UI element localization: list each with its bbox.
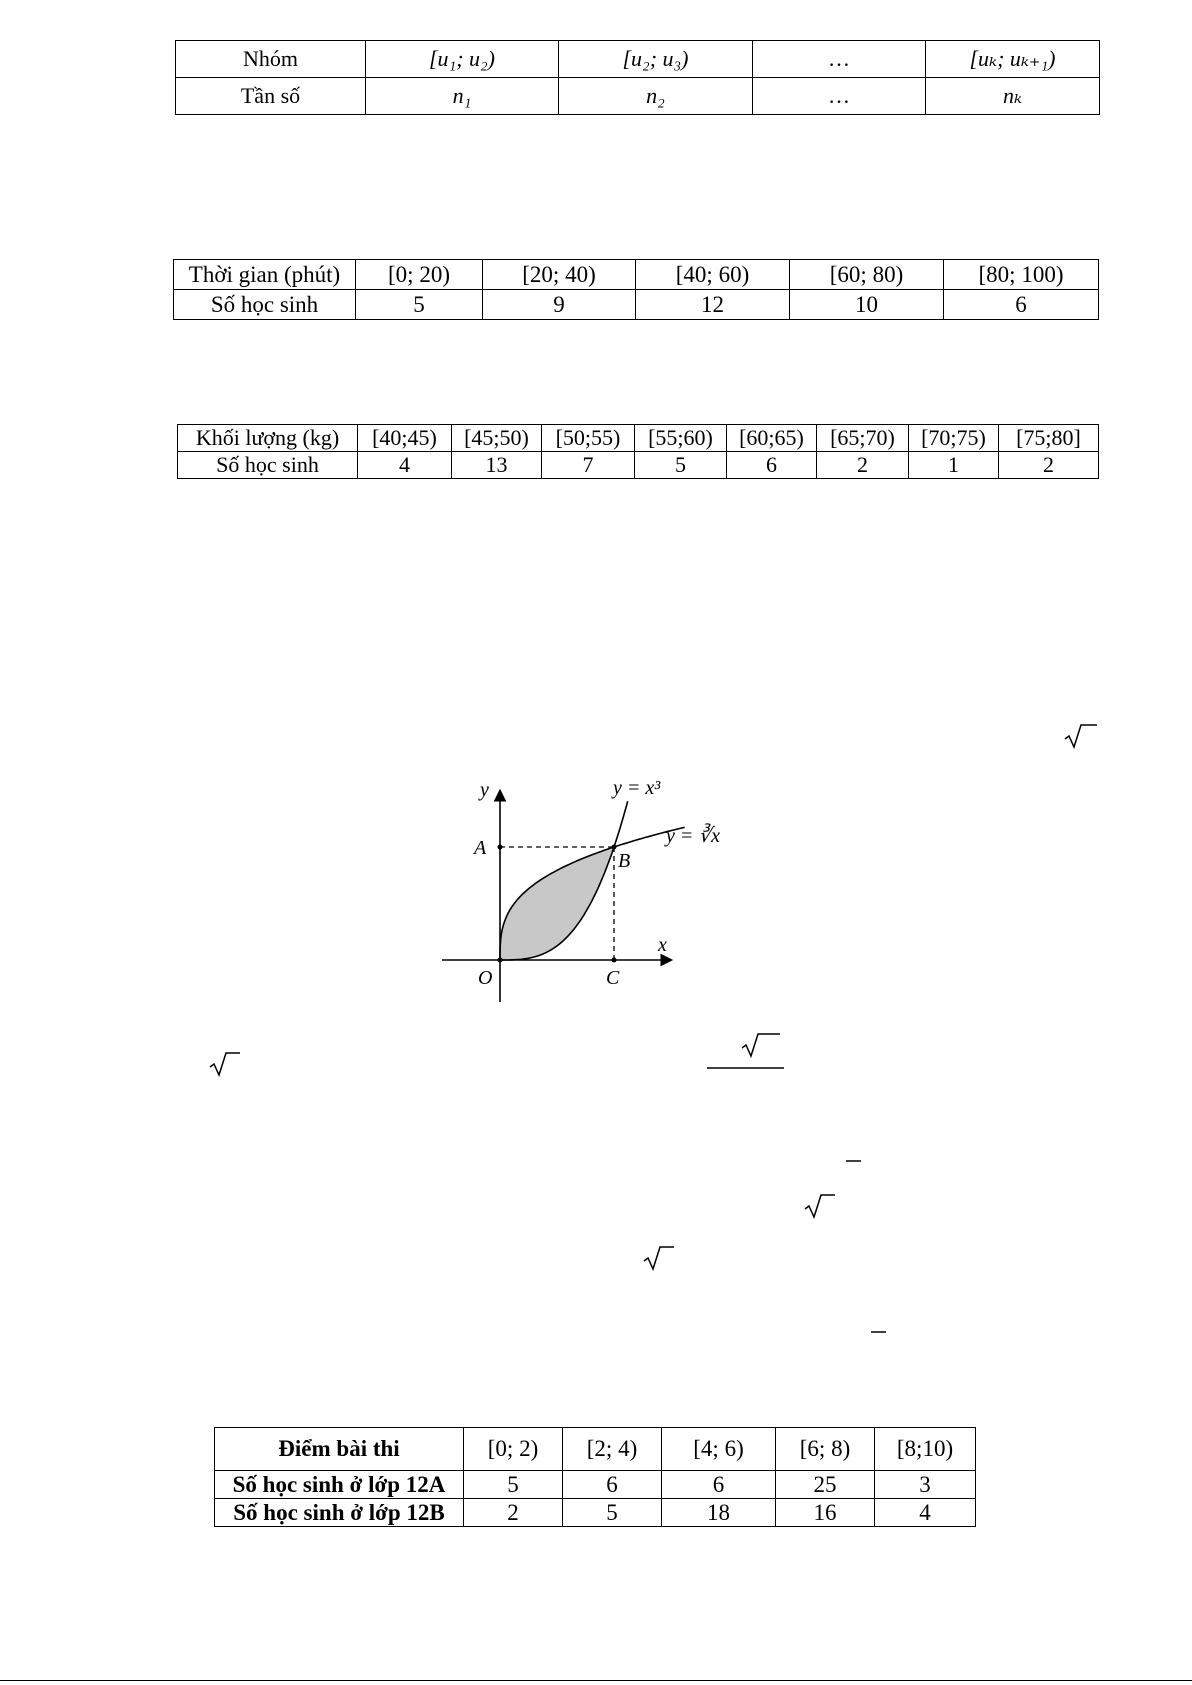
value-cell: 25: [776, 1471, 875, 1499]
label-y: y: [480, 779, 489, 801]
header-cell: Thời gian (phút): [174, 260, 356, 290]
table-row: [178, 452, 1099, 479]
row-label-cell: Số học sinh: [174, 290, 356, 320]
header-cell: Nhóm: [176, 41, 366, 78]
value-cell: 13: [452, 452, 542, 479]
table-row: [215, 1428, 976, 1471]
group-cell: [0; 20): [356, 260, 483, 290]
value-cell: 2: [464, 1499, 563, 1527]
overline-fragment: [871, 1330, 887, 1334]
header-cell: Điểm bài thi: [215, 1428, 464, 1471]
group-cell: [75;80]: [999, 425, 1099, 452]
value-cell: 9: [483, 290, 636, 320]
curves-area-figure: [430, 770, 750, 1010]
group-cell: [40; 60): [636, 260, 790, 290]
radical-fragment: [1064, 722, 1098, 750]
table-row: [176, 41, 1100, 78]
value-cell: 1: [909, 452, 999, 479]
point-C: [612, 958, 617, 963]
value-cell: 5: [356, 290, 483, 320]
group-cell: [6; 8): [776, 1428, 875, 1471]
value-cell: 3: [875, 1471, 976, 1499]
table-row: [215, 1471, 976, 1499]
table-row: [215, 1499, 976, 1527]
header-cell: Khối lượng (kg): [178, 425, 358, 452]
value-cell: 18: [662, 1499, 776, 1527]
value-cell: 16: [776, 1499, 875, 1527]
value-cell: 2: [817, 452, 909, 479]
shaded-region: [500, 847, 614, 960]
radical-fragment: [209, 1050, 241, 1078]
group-cell: [2; 4): [563, 1428, 662, 1471]
freq-cell: nₖ: [926, 78, 1100, 115]
page-bottom-rule: [0, 1680, 1192, 1681]
value-cell: 4: [875, 1499, 976, 1527]
grouped-frequency-table: [175, 40, 1100, 115]
table-row: [174, 260, 1099, 290]
value-cell: 5: [635, 452, 727, 479]
value-cell: 7: [542, 452, 635, 479]
radical-fragment: [643, 1244, 675, 1272]
value-cell: 10: [790, 290, 944, 320]
label-O: O: [478, 967, 493, 989]
group-cell: …: [753, 41, 926, 78]
table-row: [174, 290, 1099, 320]
row-label-cell: Số học sinh ở lớp 12B: [215, 1499, 464, 1527]
value-cell: 6: [944, 290, 1099, 320]
group-cell: [u₁; u₂): [366, 41, 559, 78]
curve-cubic-label: y = x³: [613, 777, 661, 799]
group-cell: [60; 80): [790, 260, 944, 290]
value-cell: 12: [636, 290, 790, 320]
row-label-cell: Số học sinh ở lớp 12A: [215, 1471, 464, 1499]
freq-label-cell: Tần số: [176, 78, 366, 115]
value-cell: 4: [358, 452, 452, 479]
freq-cell: …: [753, 78, 926, 115]
label-C: C: [606, 967, 620, 989]
curve-cube-root-label: y = ∛x: [666, 825, 720, 847]
value-cell: 6: [727, 452, 817, 479]
label-x: x: [658, 934, 667, 956]
time-frequency-table: [173, 259, 1099, 320]
table-row: [178, 425, 1099, 452]
table-row: [176, 78, 1100, 115]
freq-cell: n₁: [366, 78, 559, 115]
row-label-cell: Số học sinh: [178, 452, 358, 479]
fraction-radical-fragment: [706, 1034, 786, 1070]
group-cell: [40;45): [358, 425, 452, 452]
group-cell: [45;50): [452, 425, 542, 452]
value-cell: 5: [563, 1499, 662, 1527]
value-cell: 6: [563, 1471, 662, 1499]
group-cell: [uₖ; uₖ₊₁): [926, 41, 1100, 78]
group-cell: [80; 100): [944, 260, 1099, 290]
weight-frequency-table: [177, 424, 1099, 479]
group-cell: [60;65): [727, 425, 817, 452]
group-cell: [50;55): [542, 425, 635, 452]
group-cell: [0; 2): [464, 1428, 563, 1471]
group-cell: [4; 6): [662, 1428, 776, 1471]
value-cell: 2: [999, 452, 1099, 479]
point-O: [498, 958, 503, 963]
value-cell: 5: [464, 1471, 563, 1499]
group-cell: [u₂; u₃): [559, 41, 753, 78]
group-cell: [55;60): [635, 425, 727, 452]
value-cell: 6: [662, 1471, 776, 1499]
group-cell: [70;75): [909, 425, 999, 452]
overline-fragment: [846, 1159, 862, 1163]
group-cell: [65;70): [817, 425, 909, 452]
label-A: A: [474, 837, 487, 859]
group-cell: [8;10): [875, 1428, 976, 1471]
label-B: B: [618, 850, 631, 872]
point-B: [612, 845, 617, 850]
scores-table: [214, 1427, 976, 1527]
point-A: [498, 845, 503, 850]
freq-cell: n₂: [559, 78, 753, 115]
group-cell: [20; 40): [483, 260, 636, 290]
radical-fragment: [804, 1192, 836, 1220]
